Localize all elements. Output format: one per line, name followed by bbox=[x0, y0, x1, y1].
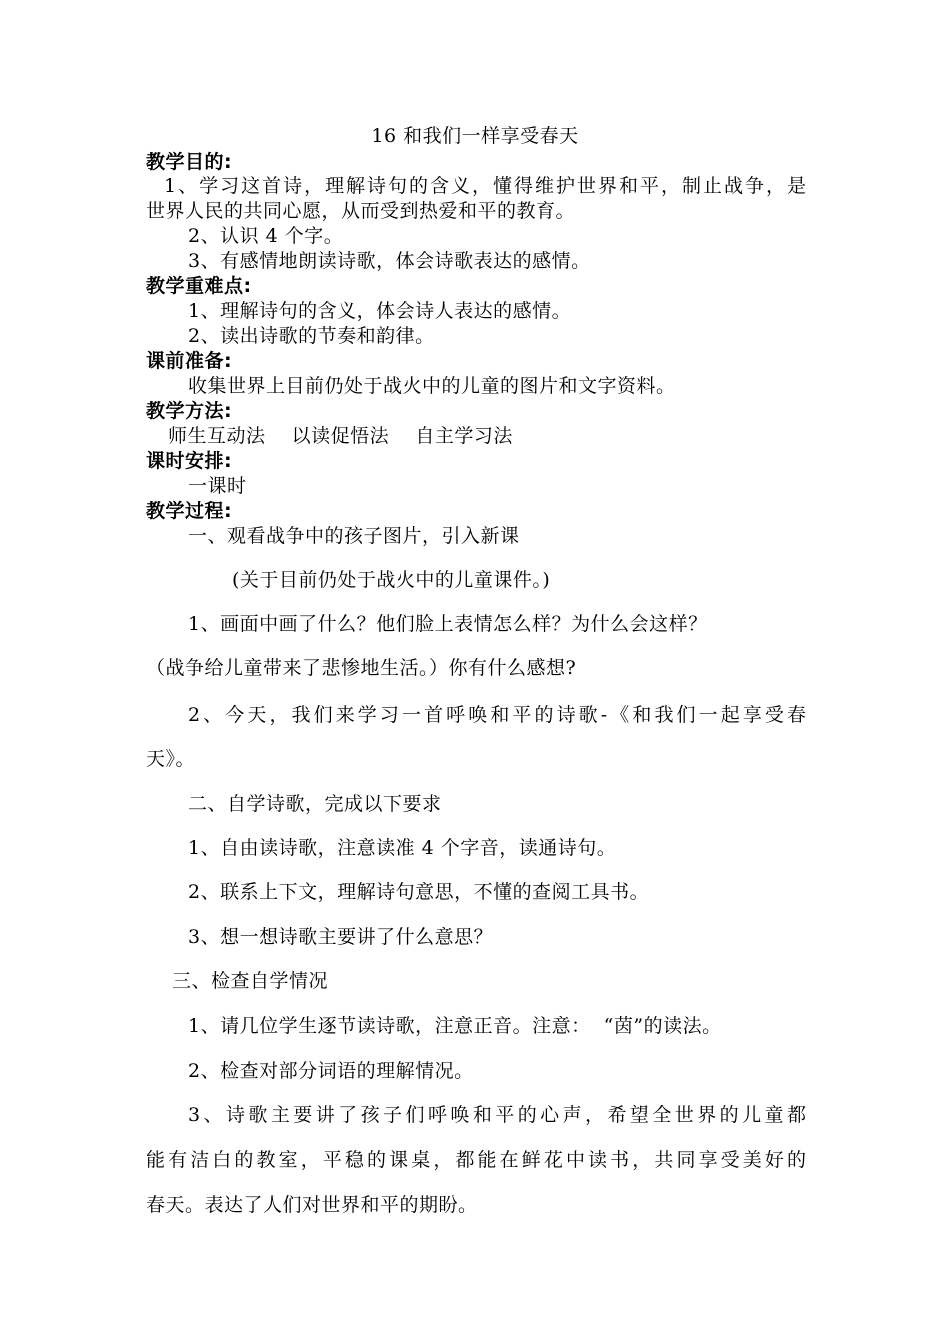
process-step-3-item-3-line-2: 能有洁白的教室，平稳的课桌，都能在鲜花中读书，共同享受美好的 bbox=[146, 1149, 806, 1171]
goal-item-2: 2、认识 4 个字。 bbox=[188, 225, 344, 247]
method-heading: 教学方法: bbox=[146, 400, 233, 422]
goal-item-3: 3、有感情地朗读诗歌，体会诗歌表达的感情。 bbox=[188, 250, 591, 272]
process-step-3-item-2: 2、检查对部分词语的理解情况。 bbox=[188, 1060, 474, 1082]
process-step-1-note: (关于目前仍处于战火中的儿童课件。) bbox=[232, 569, 551, 591]
process-step-1-question: 1、画面中画了什么？他们脸上表情怎么样？为什么会这样？ bbox=[188, 613, 708, 635]
preparation-item: 收集世界上目前仍处于战火中的儿童的图片和文字资料。 bbox=[188, 375, 676, 397]
method-list: 师生互动法 以读促悟法 自主学习法 bbox=[168, 425, 513, 447]
schedule-heading: 课时安排: bbox=[146, 450, 233, 472]
preparation-heading: 课前准备: bbox=[146, 350, 233, 372]
goal-item-1-line-2: 世界人民的共同心愿，从而受到热爱和平的教育。 bbox=[146, 200, 576, 222]
goal-item-1-line-1: 1、学习这首诗，理解诗句的含义，懂得维护世界和平，制止战争，是 bbox=[164, 175, 806, 197]
process-step-1-intro-line-1: 2、今天，我们来学习一首呼唤和平的诗歌-《和我们一起享受春 bbox=[188, 704, 806, 726]
process-step-2: 二、自学诗歌，完成以下要求 bbox=[188, 793, 442, 815]
key-points-heading: 教学重难点: bbox=[146, 275, 252, 297]
process-heading: 教学过程: bbox=[146, 500, 233, 522]
process-step-1: 一、观看战争中的孩子图片，引入新课 bbox=[188, 525, 520, 547]
lesson-title: 16 和我们一样享受春天 bbox=[371, 125, 579, 147]
process-step-1-answer: （战争给儿童带来了悲惨地生活。）你有什么感想? bbox=[146, 657, 577, 679]
process-step-3-item-3-line-3: 春天。表达了人们对世界和平的期盼。 bbox=[146, 1194, 478, 1216]
key-point-1: 1、理解诗句的含义，体会诗人表达的感情。 bbox=[188, 300, 572, 322]
process-step-2-item-2: 2、联系上下文，理解诗句意思，不懂的查阅工具书。 bbox=[188, 881, 650, 903]
process-step-3: 三、检查自学情况 bbox=[172, 970, 329, 992]
schedule-item: 一课时 bbox=[188, 475, 247, 497]
process-step-3-item-3-line-1: 3、诗歌主要讲了孩子们呼唤和平的心声，希望全世界的儿童都 bbox=[188, 1104, 806, 1126]
key-point-2: 2、读出诗歌的节奏和韵律。 bbox=[188, 325, 435, 347]
goal-heading: 教学目的: bbox=[146, 151, 233, 173]
process-step-3-item-1: 1、请几位学生逐节读诗歌，注意正音。注意： “茵”的读法。 bbox=[188, 1015, 722, 1037]
process-step-2-item-1: 1、自由读诗歌，注意读准 4 个字音，读通诗句。 bbox=[188, 837, 617, 859]
process-step-1-intro-line-2: 天》。 bbox=[146, 748, 196, 770]
process-step-2-item-3: 3、想一想诗歌主要讲了什么意思？ bbox=[188, 926, 494, 948]
